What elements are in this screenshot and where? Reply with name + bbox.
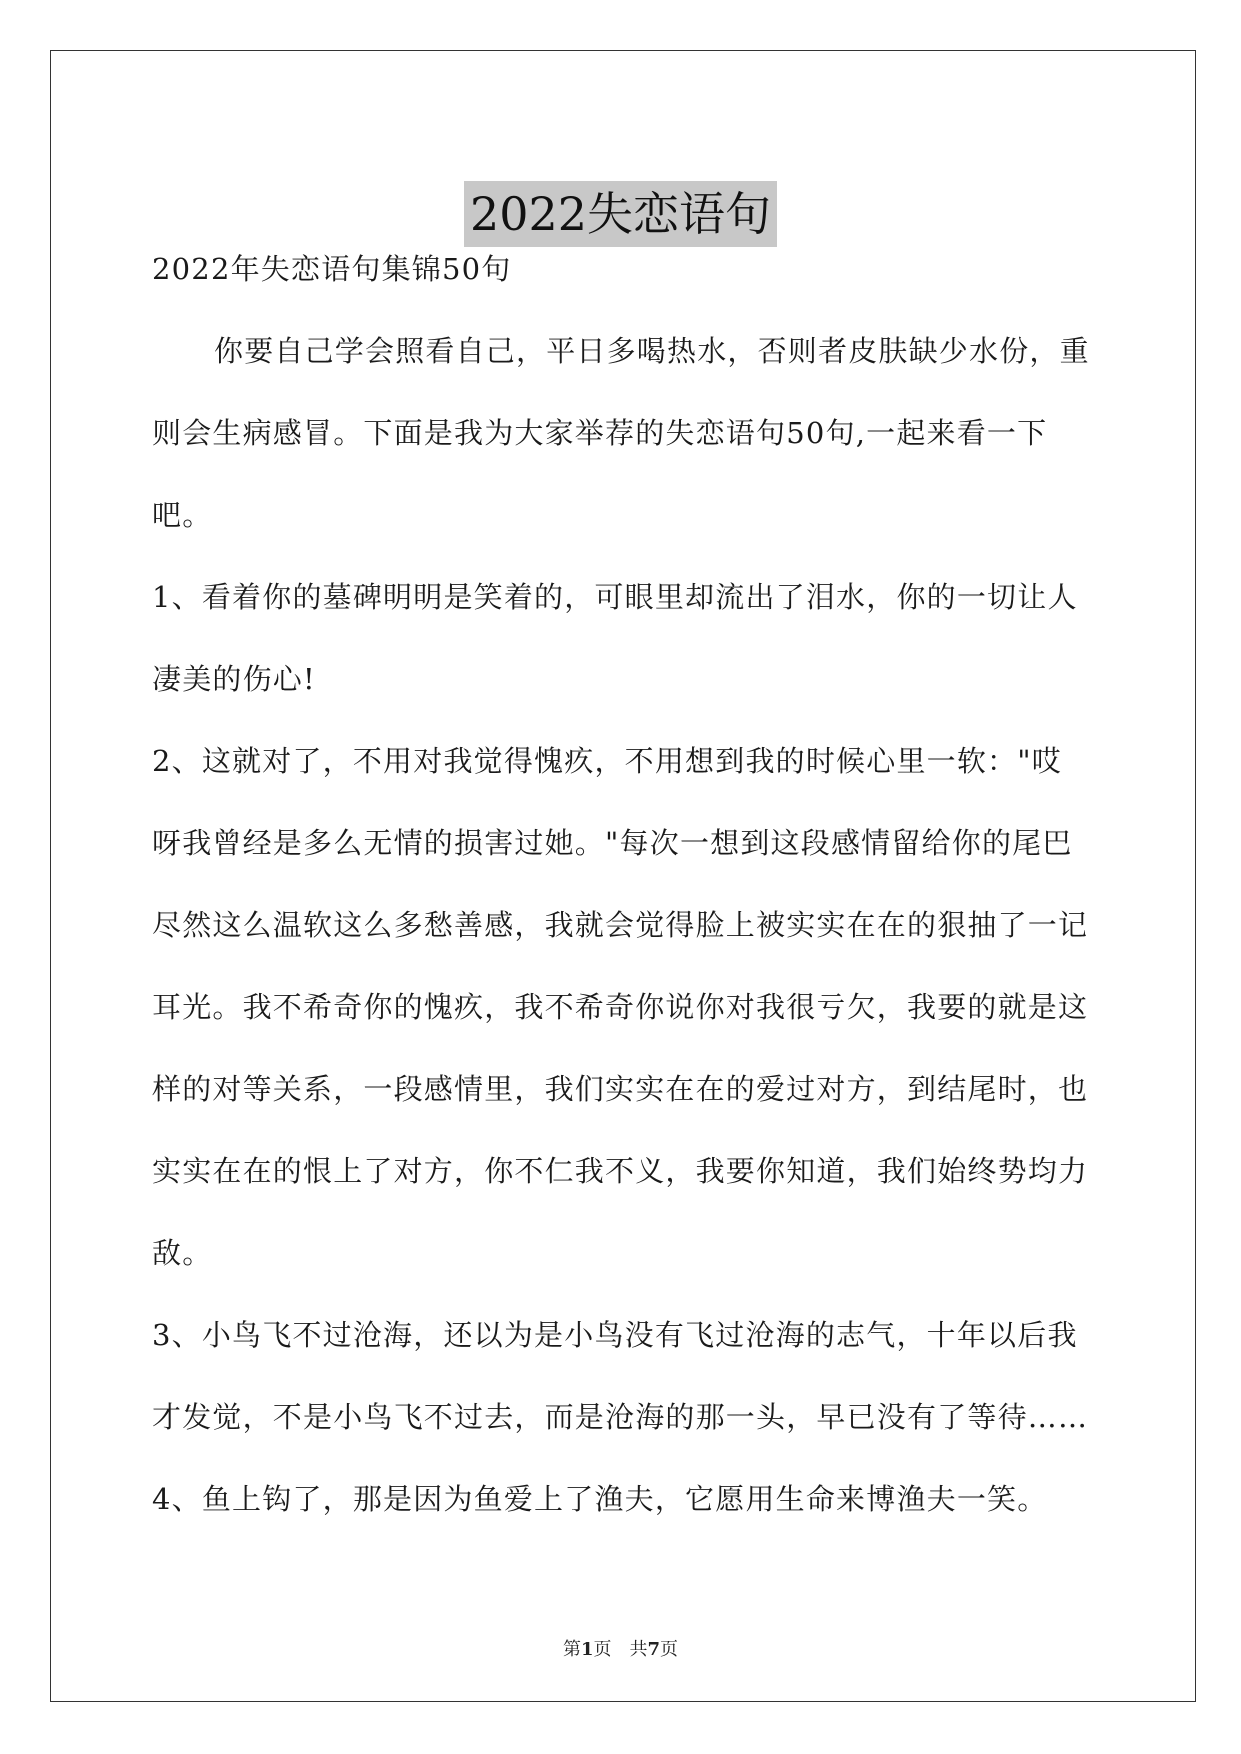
list-item: 1、看着你的墓碑明明是笑着的，可眼里却流出了泪水，你的一切让人凄美的伤心! [152,580,1078,696]
intro-paragraph: 你要自己学会照看自己，平日多喝热水，否则者皮肤缺少水份，重则会生病感冒。下面是我为大家举荐的失恋语句50句,一起来看一下吧。 [152,334,1090,532]
list-item: 3、小鸟飞不过沧海，还以为是小鸟没有飞过沧海的志气，十年以后我才发觉，不是小鸟飞不过去，而是沧海的那一头，早已没有了等待…… [152,1318,1089,1434]
page-footer [0,1635,1241,1661]
page-mid: 页 共 [593,1639,648,1660]
document-subtitle: 2022年失恋语句集锦50句 [152,252,512,286]
document-title: 2022失恋语句 [464,181,777,247]
page-suffix: 页 [660,1639,679,1660]
list-item: 2、这就对了，不用对我觉得愧疚，不用想到我的时候心里一软："哎呀我曾经是多么无情的损害过她。"每次一想到这段感情留给你的尾巴尽然这么温软这么多愁善感，我就会觉得脸上被实实在在的狠抽了一记耳光。我不希奇你的愧疚，我不希奇你说你对我很亏欠，我要的就是这样的对等关系，一段感情里，我们实实在在的爱过对方，到结尾时，也实实在在的恨上了对方，你不仁我不义，我要你知道，我们始终势均力敌。 [152,744,1089,1270]
list-item: 4、鱼上钩了，那是因为鱼爱上了渔夫，它愿用生命来博渔夫一笑。 [152,1482,1048,1516]
page-total: 7 [647,1639,661,1660]
page-current: 1 [580,1639,594,1660]
document-body [152,228,1092,1540]
page-prefix: 第 [562,1639,581,1660]
